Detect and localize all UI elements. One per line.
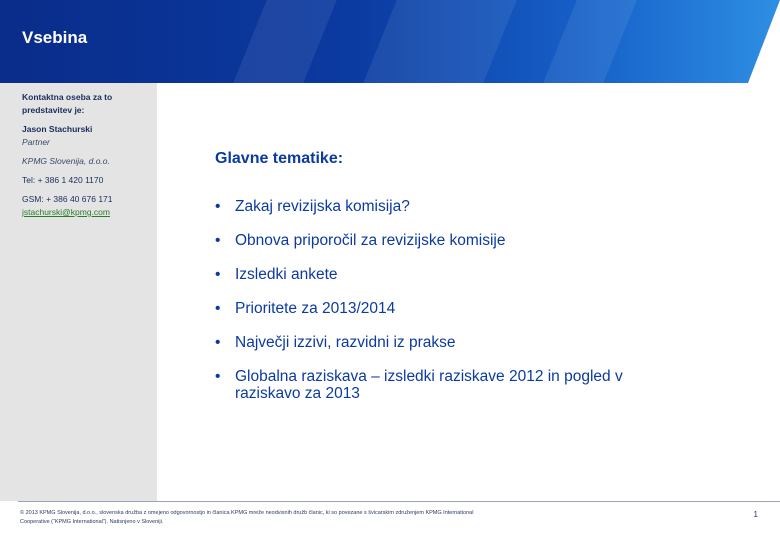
contact-name: Jason Stachurski (22, 124, 93, 134)
list-item (215, 232, 685, 249)
footer-copyright: © 2013 KPMG Slovenija, d.o.o., slovenska družba z omejeno odgovornostjo in članica KPMG mreže neodvisnih družb članic, ki so povezane s švicarskim združenjem KPMG International Cooperative (“KPMG International”). Natisnjeno v Sloveniji. (20, 510, 474, 525)
header-banner (0, 0, 780, 83)
contact-email-link[interactable]: jstachurski@kpmg.com (22, 207, 110, 217)
list-item (215, 198, 685, 215)
topic-text: Največji izzivi, razvidni iz prakse (235, 334, 456, 351)
contact-company: KPMG Slovenija, d.o.o. (22, 156, 110, 166)
topic-text: Izsledki ankete (235, 266, 338, 283)
section-subtitle: Glavne tematike: (215, 150, 344, 167)
header-decoration (233, 0, 337, 83)
bullet-icon: • (215, 266, 221, 283)
topic-text: Globalna raziskava – izsledki raziskave 2012 in pogled v raziskavo za 2013 (235, 368, 623, 402)
topic-list (215, 198, 685, 402)
main-content (215, 150, 685, 419)
bullet-icon: • (215, 368, 221, 385)
contact-tel: Tel: + 386 1 420 1170 (22, 175, 104, 185)
bullet-icon: • (215, 334, 221, 351)
list-item (215, 266, 685, 283)
contact-block (22, 91, 152, 219)
list-item (215, 334, 685, 351)
list-item (215, 368, 685, 402)
footer-divider (18, 501, 780, 502)
page-title: Vsebina (22, 28, 88, 47)
contact-heading: Kontaktna oseba za to predstavitev je: (22, 92, 113, 115)
header-decoration (543, 0, 637, 83)
topic-text: Prioritete za 2013/2014 (235, 300, 396, 317)
list-item (215, 300, 685, 317)
contact-role: Partner (22, 137, 50, 147)
bullet-icon: • (215, 300, 221, 317)
contact-gsm: GSM: + 386 40 676 171 (22, 194, 113, 204)
topic-text: Zakaj revizijska komisija? (235, 198, 410, 215)
page-number: 1 (753, 510, 758, 519)
bullet-icon: • (215, 232, 221, 249)
header-decoration (363, 0, 517, 83)
bullet-icon: • (215, 198, 221, 215)
header-corner-cut (748, 0, 780, 83)
topic-text: Obnova priporočil za revizijske komisije (235, 232, 506, 249)
